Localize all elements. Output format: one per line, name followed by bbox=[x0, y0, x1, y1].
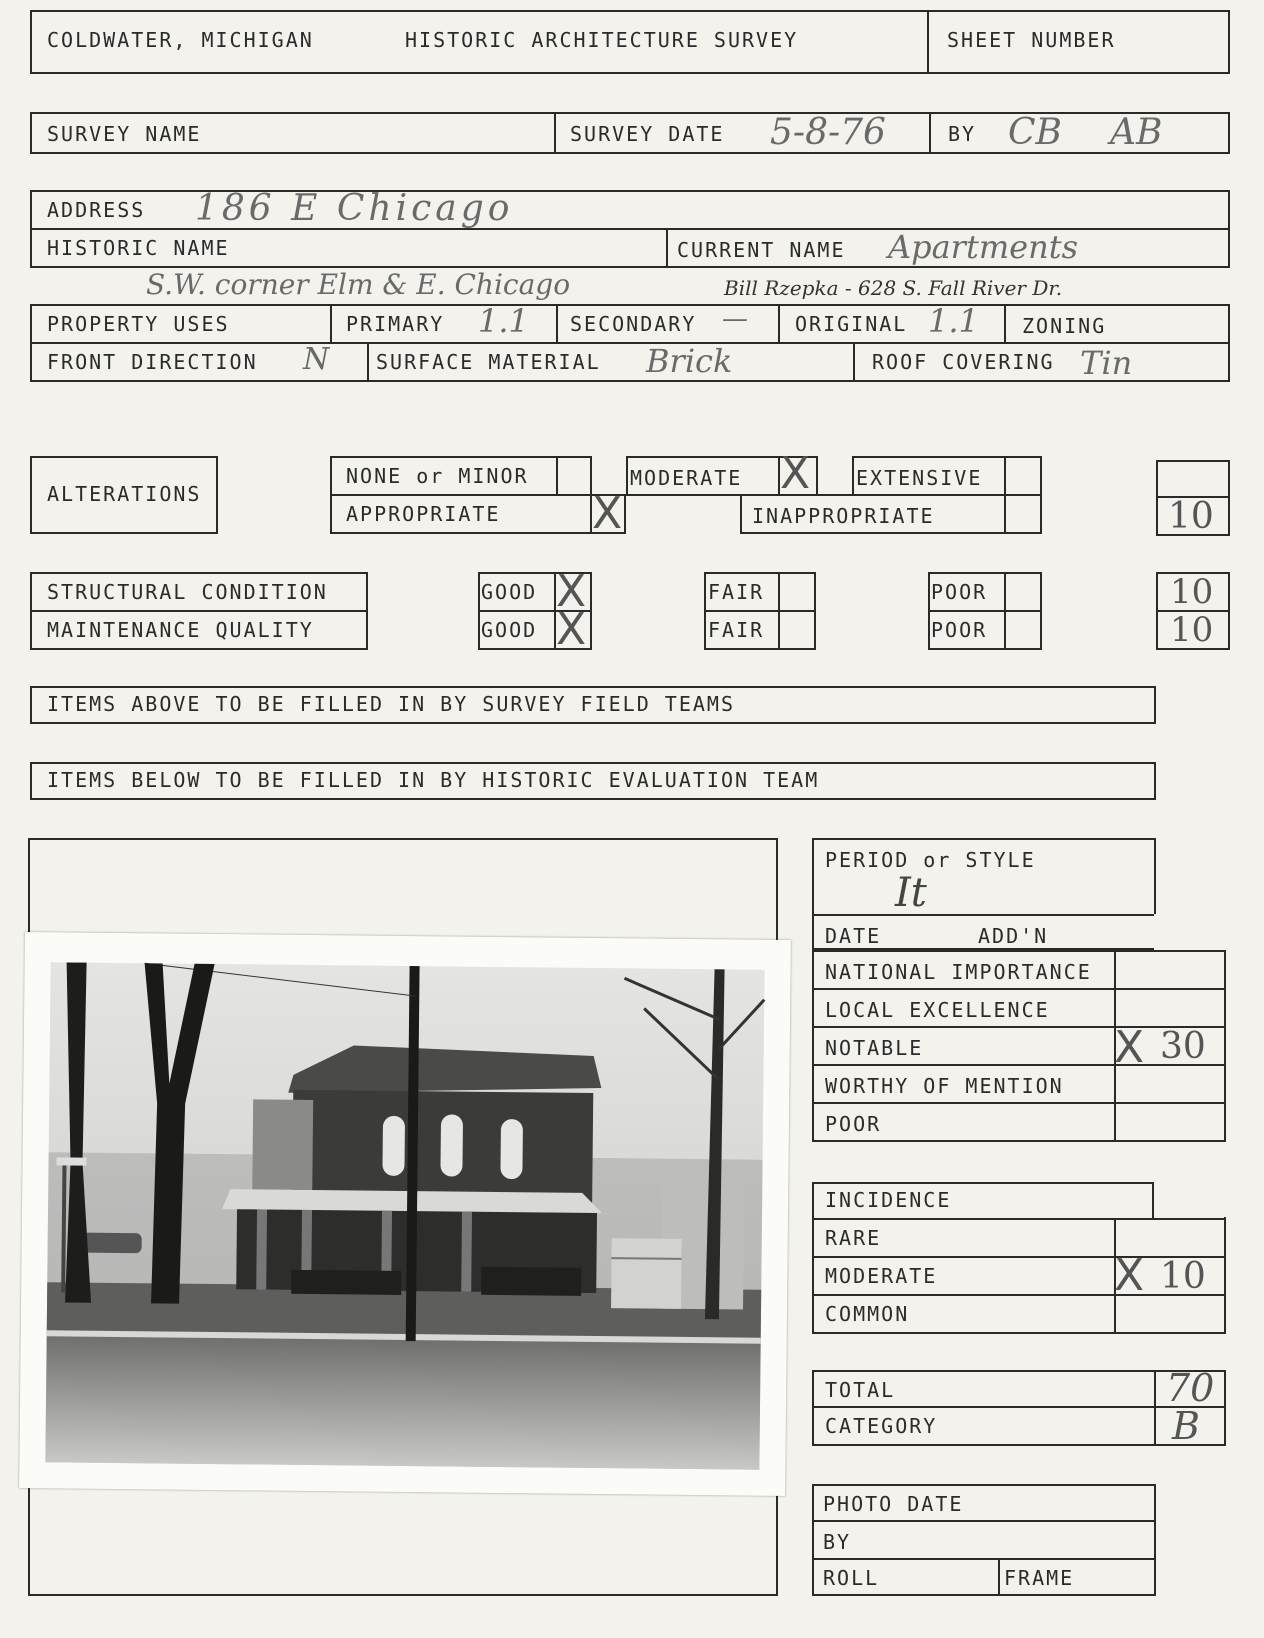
survey-name-label: SURVEY NAME bbox=[47, 122, 202, 146]
uses-col-4 bbox=[1004, 304, 1006, 342]
notable-label: NOTABLE bbox=[825, 1036, 924, 1060]
survey-divider-2 bbox=[929, 112, 931, 154]
condition-divider bbox=[30, 610, 368, 612]
uses-col-3 bbox=[778, 304, 780, 342]
moderate-incidence-label: MODERATE bbox=[825, 1264, 938, 1288]
maintenance-poor-label: POOR bbox=[931, 618, 988, 642]
totals-divider bbox=[812, 1406, 1226, 1408]
historic-name-label: HISTORIC NAME bbox=[47, 236, 230, 260]
incidence-label: INCIDENCE bbox=[825, 1188, 952, 1212]
notable-score: 30 bbox=[1160, 1026, 1206, 1067]
extensive-label: EXTENSIVE bbox=[856, 466, 983, 490]
current-name-label: CURRENT NAME bbox=[677, 238, 846, 262]
category-value: B bbox=[1172, 1404, 1200, 1448]
poor-divider bbox=[928, 610, 1042, 612]
items-above-note: ITEMS ABOVE TO BE FILLED IN BY SURVEY FIELD TEAMS bbox=[47, 692, 736, 716]
uses-divider bbox=[30, 342, 1230, 344]
incidence-edge bbox=[1152, 1182, 1154, 1218]
surface-material-value: Brick bbox=[646, 342, 733, 380]
national-importance-label: NATIONAL IMPORTANCE bbox=[825, 960, 1092, 984]
addn-label: ADD'N bbox=[978, 924, 1049, 948]
front-direction-label: FRONT DIRECTION bbox=[47, 350, 258, 374]
zoning-label: ZONING bbox=[1022, 314, 1107, 338]
roof-covering-value: Tin bbox=[1080, 344, 1133, 382]
sheet-number-label: SHEET NUMBER bbox=[947, 28, 1116, 52]
moderate-label: MODERATE bbox=[630, 466, 743, 490]
incidence-mark: X bbox=[1114, 1250, 1145, 1301]
eval-divider-2 bbox=[812, 988, 1226, 990]
common-label: COMMON bbox=[825, 1302, 910, 1326]
original-label: ORIGINAL bbox=[795, 312, 908, 336]
eval-divider-1 bbox=[812, 950, 1226, 952]
address-value: 186 E Chicago bbox=[195, 188, 514, 229]
frame-label: FRAME bbox=[1004, 1566, 1075, 1590]
location-note: S.W. corner Elm & E. Chicago bbox=[146, 268, 571, 301]
structural-fair-label: FAIR bbox=[708, 580, 765, 604]
notable-mark: X bbox=[1114, 1022, 1145, 1073]
items-below-right bbox=[1154, 762, 1156, 800]
poor-check bbox=[1004, 572, 1006, 650]
fair-check bbox=[778, 572, 780, 650]
items-below-note: ITEMS BELOW TO BE FILLED IN BY HISTORIC EVALUATION TEAM bbox=[47, 768, 820, 792]
structural-poor-label: POOR bbox=[931, 580, 988, 604]
maintenance-quality-label: MAINTENANCE QUALITY bbox=[47, 618, 314, 642]
uses-col-2 bbox=[556, 304, 558, 342]
total-label: TOTAL bbox=[825, 1378, 896, 1402]
frame-divider bbox=[998, 1558, 1000, 1596]
photo-by-label: BY bbox=[823, 1530, 852, 1554]
structural-good-mark: X bbox=[556, 566, 587, 617]
maintenance-good-mark: X bbox=[556, 604, 587, 655]
current-name-value: Apartments bbox=[888, 228, 1078, 266]
front-col-2 bbox=[853, 342, 855, 382]
survey-by-value-2: AB bbox=[1110, 112, 1163, 153]
surface-material-label: SURFACE MATERIAL bbox=[376, 350, 601, 374]
owner-note: Bill Rzepka - 628 S. Fall River Dr. bbox=[724, 276, 1063, 300]
secondary-value: — bbox=[722, 304, 748, 334]
rare-label: RARE bbox=[825, 1226, 882, 1250]
survey-by-value-1: CB bbox=[1008, 112, 1062, 153]
alterations-label: ALTERATIONS bbox=[47, 482, 202, 506]
structural-score: 10 bbox=[1170, 572, 1214, 612]
inappropriate-label: INAPPROPRIATE bbox=[752, 504, 935, 528]
roof-covering-label: ROOF COVERING bbox=[872, 350, 1055, 374]
front-col-1 bbox=[367, 342, 369, 382]
property-uses-label: PROPERTY USES bbox=[47, 312, 230, 336]
primary-label: PRIMARY bbox=[346, 312, 445, 336]
none-minor-check bbox=[556, 456, 558, 496]
secondary-label: SECONDARY bbox=[570, 312, 697, 336]
building-photo bbox=[19, 932, 791, 1496]
incidence-gap bbox=[1154, 1182, 1228, 1217]
address-label: ADDRESS bbox=[47, 198, 146, 222]
appropriate-mark: X bbox=[592, 488, 623, 539]
survey-by-label: BY bbox=[948, 122, 977, 146]
date-label: DATE bbox=[825, 924, 882, 948]
incidence-divider-1 bbox=[812, 1218, 1226, 1220]
maintenance-fair-label: FAIR bbox=[708, 618, 765, 642]
building-photo-image bbox=[19, 932, 791, 1496]
period-label: PERIOD or STYLE bbox=[825, 848, 1036, 872]
photo-info-divider-1 bbox=[812, 1520, 1156, 1522]
structural-good-label: GOOD bbox=[481, 580, 538, 604]
photo-info-divider-2 bbox=[812, 1558, 1156, 1560]
category-label: CATEGORY bbox=[825, 1414, 938, 1438]
current-name-divider bbox=[666, 228, 668, 268]
survey-divider-1 bbox=[554, 112, 556, 154]
original-value: 1.1 bbox=[928, 302, 979, 340]
alterations-score: 10 bbox=[1168, 496, 1214, 537]
local-excellence-label: LOCAL EXCELLENCE bbox=[825, 998, 1050, 1022]
none-minor-label: NONE or MINOR bbox=[346, 464, 529, 488]
maintenance-good-label: GOOD bbox=[481, 618, 538, 642]
photo-date-label: PHOTO DATE bbox=[823, 1492, 964, 1516]
worthy-label: WORTHY OF MENTION bbox=[825, 1074, 1064, 1098]
header-divider bbox=[927, 10, 929, 74]
roll-label: ROLL bbox=[823, 1566, 880, 1590]
fair-divider bbox=[704, 610, 816, 612]
primary-value: 1.1 bbox=[478, 302, 529, 340]
front-direction-value: N bbox=[303, 342, 330, 377]
poor-eval-label: POOR bbox=[825, 1112, 882, 1136]
structural-condition-label: STRUCTURAL CONDITION bbox=[47, 580, 328, 604]
survey-date-value: 5-8-76 bbox=[770, 112, 886, 153]
maintenance-score: 10 bbox=[1170, 610, 1214, 650]
survey-date-label: SURVEY DATE bbox=[570, 122, 725, 146]
period-value: It bbox=[895, 870, 927, 916]
total-value: 70 bbox=[1166, 1366, 1215, 1410]
totals-score-col bbox=[1154, 1370, 1156, 1446]
moderate-mark: X bbox=[780, 448, 811, 499]
uses-col-1 bbox=[330, 304, 332, 342]
items-above-right bbox=[1154, 686, 1156, 724]
eval-date-gap bbox=[1154, 914, 1228, 950]
city-label: COLDWATER, MICHIGAN bbox=[47, 28, 314, 52]
survey-title: HISTORIC ARCHITECTURE SURVEY bbox=[405, 28, 799, 52]
eval-divider-5 bbox=[812, 1102, 1226, 1104]
incidence-score: 10 bbox=[1160, 1256, 1206, 1297]
appropriate-label: APPROPRIATE bbox=[346, 502, 501, 526]
